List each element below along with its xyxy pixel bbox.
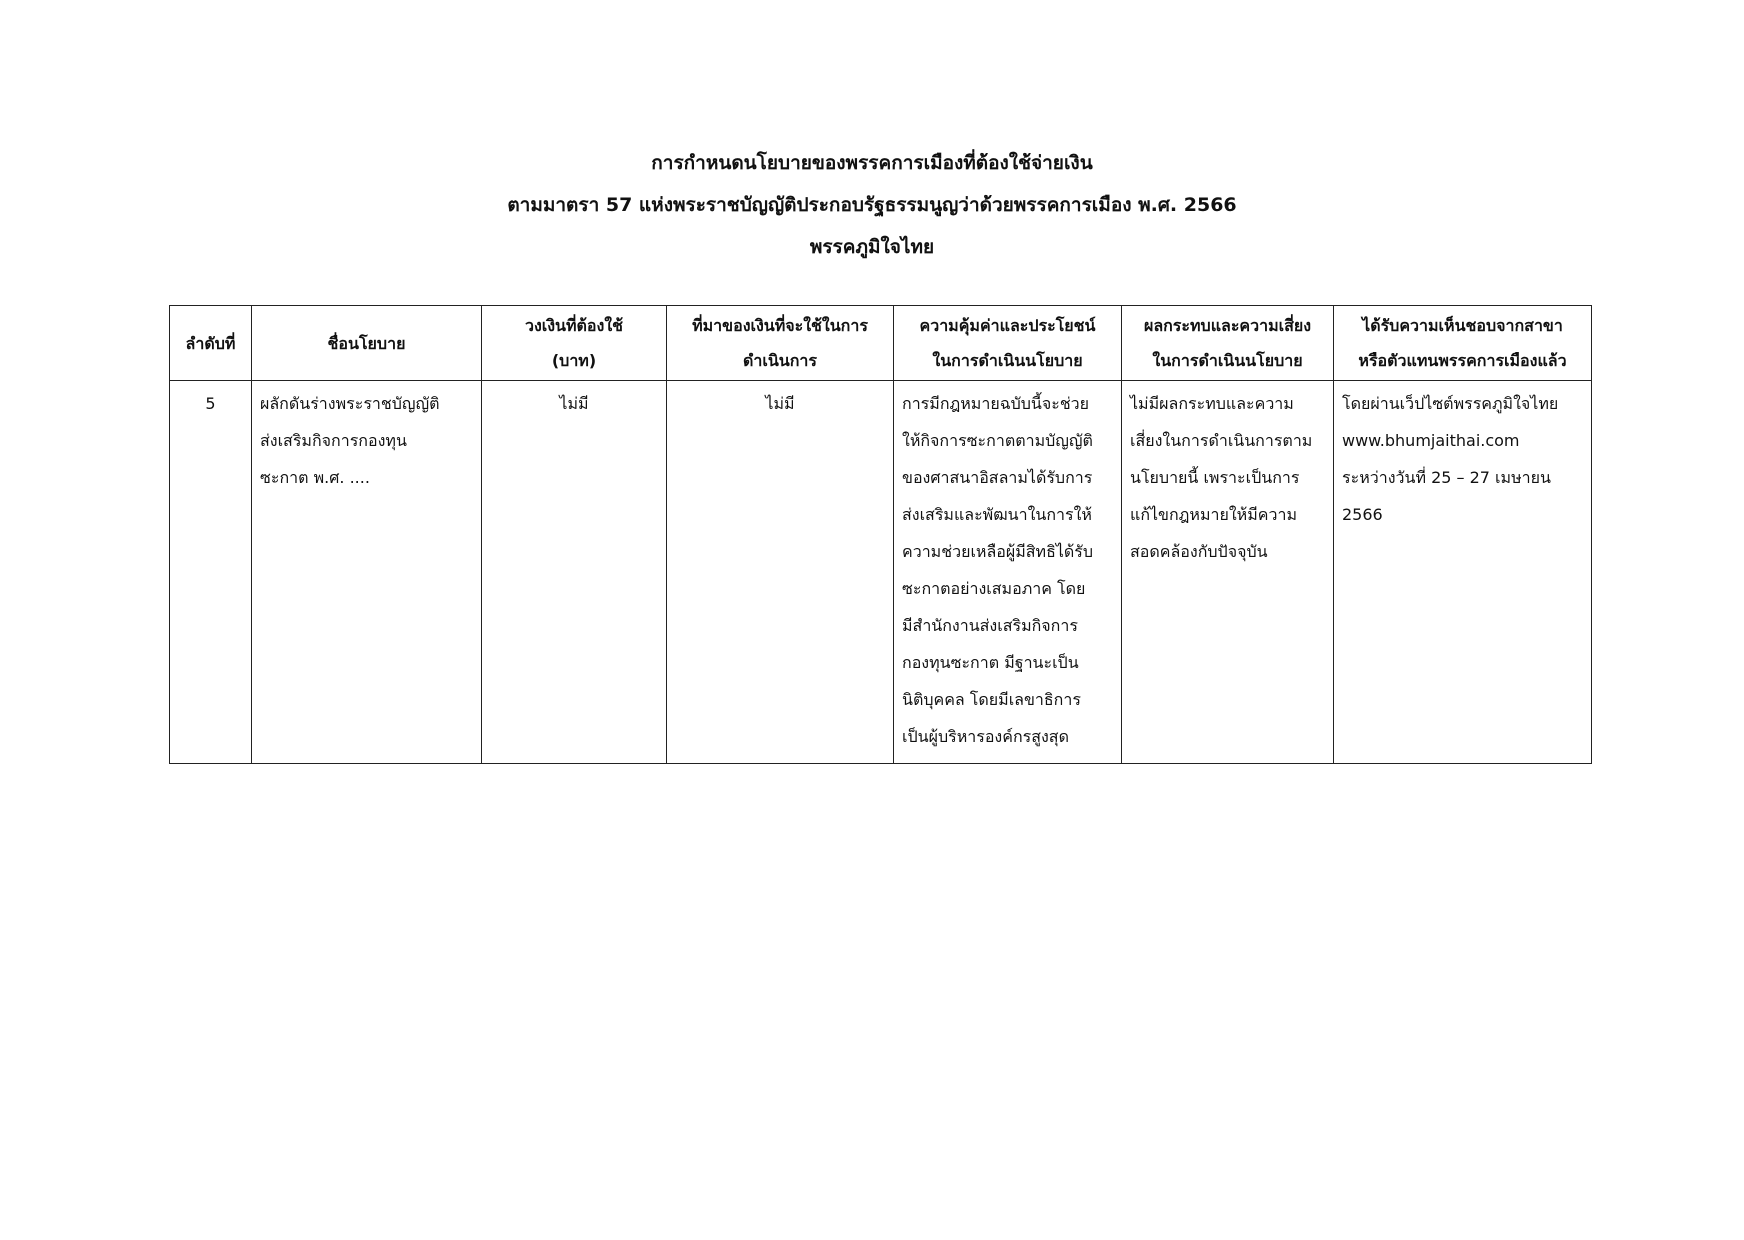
header-value-benefit-line-2: ในการดำเนินนโยบาย bbox=[932, 351, 1083, 370]
cell-value-benefit bbox=[894, 381, 1122, 764]
value-benefit-line: ของศาสนาอิสลามได้รับการ bbox=[902, 468, 1093, 487]
header-funding-source bbox=[667, 306, 894, 381]
impact-risk-line: แก้ไขกฎหมายให้มีความ bbox=[1130, 505, 1297, 524]
cell-impact-risk bbox=[1122, 381, 1334, 764]
value-benefit-line: การมีกฎหมายฉบับนี้จะช่วย bbox=[902, 394, 1090, 413]
header-value-benefit bbox=[894, 306, 1122, 381]
cell-number-text: 5 bbox=[205, 394, 216, 413]
header-budget bbox=[482, 306, 667, 381]
cell-budget-text: ไม่มี bbox=[559, 394, 589, 413]
value-benefit-line: ให้กิจการซะกาตตามบัญญัติ bbox=[902, 431, 1093, 450]
approval-line: ระหว่างวันที่ 25 – 27 เมษายน bbox=[1342, 468, 1551, 487]
cell-number bbox=[170, 381, 252, 764]
table-row bbox=[170, 381, 1592, 764]
value-benefit-line: ส่งเสริมและพัฒนาในการให้ bbox=[902, 505, 1092, 524]
value-benefit-line: นิติบุคคล โดยมีเลขาธิการ bbox=[902, 690, 1081, 709]
header-policy-name bbox=[252, 306, 482, 381]
header-budget-line-1: วงเงินที่ต้องใช้ bbox=[524, 316, 624, 335]
approval-line: 2566 bbox=[1342, 505, 1383, 524]
party-name: พรรคภูมิใจไทย bbox=[809, 236, 935, 258]
impact-risk-line: สอดคล้องกับปัจจุบัน bbox=[1130, 542, 1268, 561]
impact-risk-line: ไม่มีผลกระทบและความ bbox=[1130, 394, 1294, 413]
policy-name-line: ส่งเสริมกิจการกองทุน bbox=[260, 431, 407, 450]
header-impact-risk bbox=[1122, 306, 1334, 381]
header-funding-source-line-2: ดำเนินการ bbox=[743, 351, 817, 370]
approval-line: โดยผ่านเว็ปไซต์พรรคภูมิใจไทย bbox=[1342, 394, 1559, 413]
table-header-row bbox=[170, 306, 1592, 381]
header-budget-line-2: (บาท) bbox=[551, 351, 597, 370]
document-subtitle: ตามมาตรา 57 แห่งพระราชบัญญัติประกอบรัฐธรรมนูญว่าด้วยพรรคการเมือง พ.ศ. 2566 bbox=[507, 194, 1237, 216]
header-funding-source-line-1: ที่มาของเงินที่จะใช้ในการ bbox=[692, 316, 868, 335]
policy-name-line: ผลักดันร่างพระราชบัญญัติ bbox=[260, 394, 440, 413]
policy-table bbox=[169, 305, 1592, 764]
cell-policy-name bbox=[252, 381, 482, 764]
impact-risk-line: นโยบายนี้ เพราะเป็นการ bbox=[1130, 468, 1300, 487]
impact-risk-line: เสี่ยงในการดำเนินการตาม bbox=[1130, 431, 1313, 450]
header-policy-name-text: ชื่อนโยบาย bbox=[327, 333, 406, 353]
value-benefit-line: กองทุนซะกาต มีฐานะเป็น bbox=[902, 653, 1079, 672]
value-benefit-line: ซะกาตอย่างเสมอภาค โดย bbox=[902, 579, 1086, 598]
header-impact-risk-line-2: ในการดำเนินนโยบาย bbox=[1152, 351, 1303, 370]
value-benefit-line: เป็นผู้บริหารองค์กรสูงสุด bbox=[902, 727, 1069, 746]
approval-url: www.bhumjaithai.com bbox=[1342, 431, 1520, 450]
header-approval-line-2: หรือตัวแทนพรรคการเมืองแล้ว bbox=[1358, 351, 1567, 370]
header-approval-line-1: ได้รับความเห็นชอบจากสาขา bbox=[1362, 316, 1563, 335]
header-impact-risk-line-1: ผลกระทบและความเสี่ยง bbox=[1143, 316, 1312, 335]
document-title: การกำหนดนโยบายของพรรคการเมืองที่ต้องใช้จ่ายเงิน bbox=[651, 152, 1093, 174]
policy-name-line: ซะกาต พ.ศ. .... bbox=[260, 468, 370, 487]
value-benefit-line: ความช่วยเหลือผู้มีสิทธิได้รับ bbox=[902, 542, 1094, 561]
document-header bbox=[0, 142, 1744, 268]
cell-funding-source-text: ไม่มี bbox=[765, 394, 795, 413]
cell-budget bbox=[482, 381, 667, 764]
cell-approval bbox=[1334, 381, 1592, 764]
cell-funding-source bbox=[667, 381, 894, 764]
header-number bbox=[170, 306, 252, 381]
header-number-text: ลำดับที่ bbox=[185, 333, 236, 353]
header-value-benefit-line-1: ความคุ้มค่าและประโยชน์ bbox=[919, 316, 1096, 335]
header-approval bbox=[1334, 306, 1592, 381]
value-benefit-line: มีสำนักงานส่งเสริมกิจการ bbox=[902, 616, 1078, 635]
